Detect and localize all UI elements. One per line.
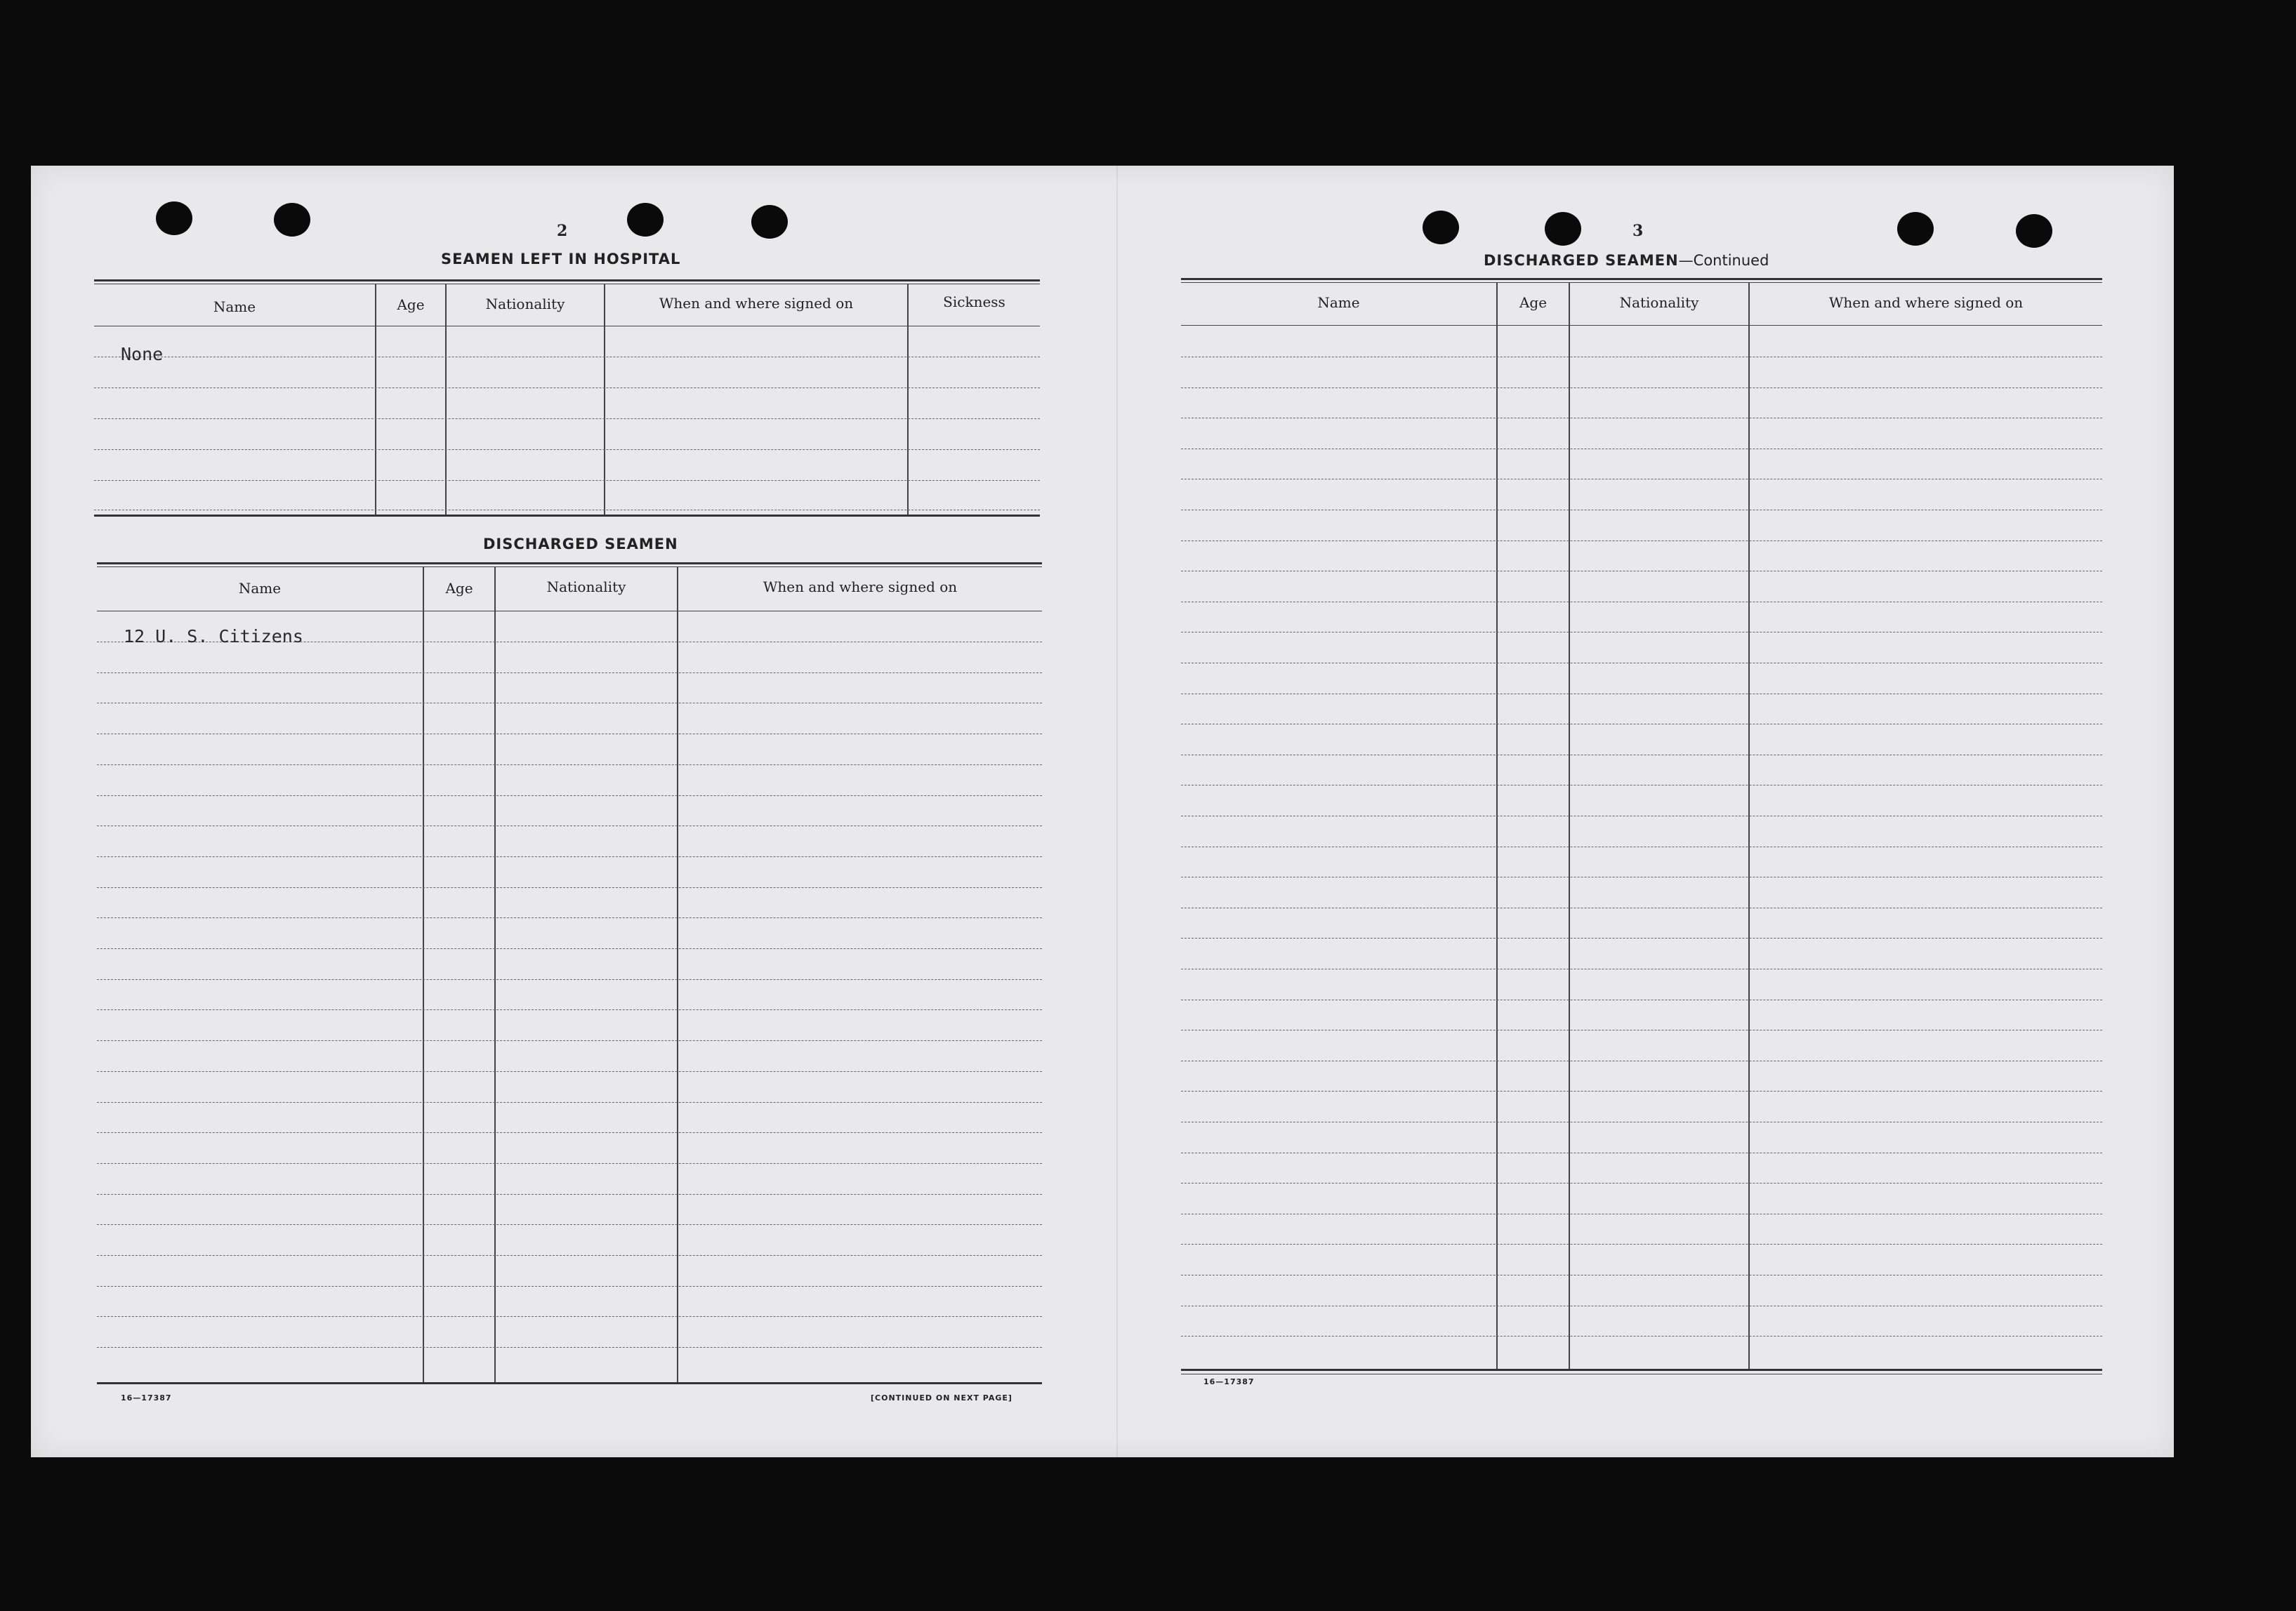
- ruled-line: [97, 948, 1042, 949]
- punch-hole: [1423, 211, 1459, 244]
- punch-hole: [751, 205, 788, 239]
- ruled-line: [97, 764, 1042, 765]
- ruled-line: [97, 1255, 1042, 1256]
- discharged-header-signed-on: When and where signed on: [763, 578, 958, 595]
- punch-hole: [156, 201, 192, 235]
- ruled-line: [97, 979, 1042, 980]
- ruled-line: [97, 1163, 1042, 1164]
- punch-hole: [1897, 212, 1934, 246]
- right-header-age: Age: [1519, 294, 1548, 311]
- ruled-line: [1181, 387, 2102, 388]
- right-header-name: Name: [1317, 294, 1360, 311]
- ruled-line: [97, 1071, 1042, 1072]
- right-form-number: 16—17387: [1203, 1377, 1255, 1386]
- ruled-line: [1181, 1336, 2102, 1337]
- discharged-header-age: Age: [445, 580, 473, 597]
- right-header-signed-on: When and where signed on: [1828, 294, 2024, 311]
- ruled-line: [97, 1347, 1042, 1348]
- right-title-suffix: —Continued: [1678, 252, 1769, 269]
- hospital-entry: None: [121, 344, 164, 364]
- punch-hole: [2016, 214, 2052, 248]
- hospital-header-nationality: Nationality: [485, 296, 565, 312]
- punch-hole: [274, 203, 310, 237]
- punch-hole: [627, 203, 664, 237]
- right-section-title: [1484, 252, 1769, 269]
- ruled-line: [1181, 1244, 2102, 1245]
- document-sheet: [31, 166, 2174, 1457]
- discharged-entry: 12 U. S. Citizens: [124, 626, 303, 647]
- ruled-line: [97, 795, 1042, 796]
- right-page-number: 3: [1632, 222, 1644, 240]
- left-page-number: 2: [557, 222, 569, 240]
- ruled-line: [97, 917, 1042, 918]
- ruled-line: [1181, 1091, 2102, 1092]
- page-fold: [1116, 166, 1118, 1457]
- ruled-line: [97, 1102, 1042, 1103]
- hospital-header-name: Name: [213, 298, 256, 315]
- ruled-line: [97, 1224, 1042, 1225]
- ruled-line: [97, 1194, 1042, 1195]
- ruled-line: [97, 1040, 1042, 1041]
- hospital-header-age: Age: [397, 296, 425, 313]
- hospital-header-signed-on: When and where signed on: [659, 295, 854, 312]
- right-header-nationality: Nationality: [1619, 294, 1699, 311]
- ruled-line: [97, 672, 1042, 673]
- ruled-line: [97, 1316, 1042, 1317]
- ruled-line: [1181, 938, 2102, 939]
- punch-hole: [1545, 212, 1581, 246]
- discharged-section-title: DISCHARGED SEAMEN: [483, 536, 678, 552]
- ruled-line: [97, 1132, 1042, 1133]
- ruled-line: [97, 1009, 1042, 1010]
- right-title-main: DISCHARGED SEAMEN: [1484, 252, 1679, 269]
- hospital-header-sickness: Sickness: [943, 293, 1005, 310]
- discharged-header-name: Name: [238, 580, 282, 597]
- hospital-section-title: SEAMEN LEFT IN HOSPITAL: [441, 251, 681, 267]
- ruled-line: [97, 1286, 1042, 1287]
- ruled-line: [97, 887, 1042, 888]
- ruled-line: [1181, 1183, 2102, 1184]
- discharged-header-nationality: Nationality: [546, 578, 626, 595]
- left-form-number: 16—17387: [121, 1393, 172, 1403]
- continued-note: [CONTINUED ON NEXT PAGE]: [871, 1393, 1012, 1403]
- ruled-line: [97, 856, 1042, 857]
